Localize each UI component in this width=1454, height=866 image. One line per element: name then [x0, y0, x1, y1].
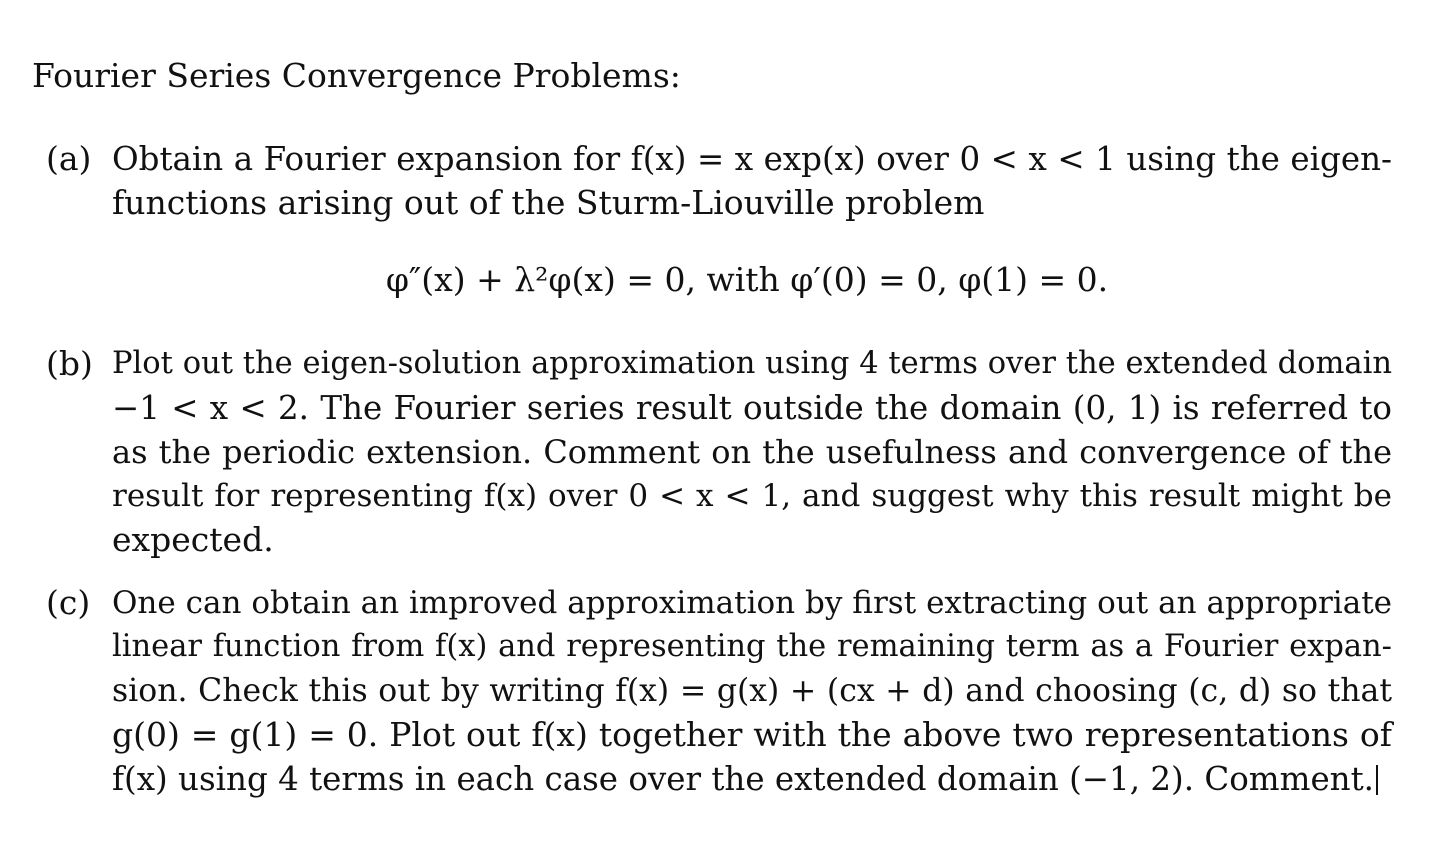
text-line: linear function from f(x) and representing the remaining term as a Fourier expan-: [112, 629, 1392, 664]
text-line: g(0) = g(1) = 0. Plot out f(x) together with the above two representations of: [112, 715, 1392, 754]
equation-text: φ″(x) + λ²φ(x) = 0, with φ′(0) = 0, φ(1) = 0.: [385, 260, 1109, 299]
part-text: [112, 342, 1392, 562]
text-line: f(x) using 4 terms in each case over the extended domain (−1, 2). Comment.: [112, 760, 1374, 798]
part-text: [112, 581, 1392, 801]
part-label: (c): [46, 583, 91, 622]
text-line: functions arising out of the Sturm-Liouville problem: [112, 183, 985, 222]
text-line: as the periodic extension. Comment on the usefulness and convergence of the: [112, 433, 1392, 471]
text-line: result for representing f(x) over 0 < x < 1, and suggest why this result might be: [112, 478, 1392, 514]
part-text: [112, 137, 1392, 225]
document-title: Fourier Series Convergence Problems:: [32, 56, 681, 95]
text-line: Obtain a Fourier expansion for f(x) = x exp(x) over 0 < x < 1 using the eigen-: [112, 140, 1392, 178]
text-line: Plot out the eigen-solution approximation using 4 terms over the extended domain: [112, 346, 1392, 381]
text-line: expected.: [112, 520, 274, 559]
part-label: (b): [46, 344, 93, 383]
text-cursor: [1376, 765, 1378, 795]
text-line: sion. Check this out by writing f(x) = g(x) + (cx + d) and choosing (c, d) so that: [112, 673, 1392, 709]
part-label: (a): [46, 139, 92, 178]
display-equation: [0, 258, 1454, 302]
text-line: −1 < x < 2. The Fourier series result outside the domain (0, 1) is referred to: [112, 389, 1392, 427]
text-line-with-cursor[interactable]: [112, 757, 1392, 801]
text-line: One can obtain an improved approximation by first extracting out an appropriate: [112, 585, 1392, 621]
